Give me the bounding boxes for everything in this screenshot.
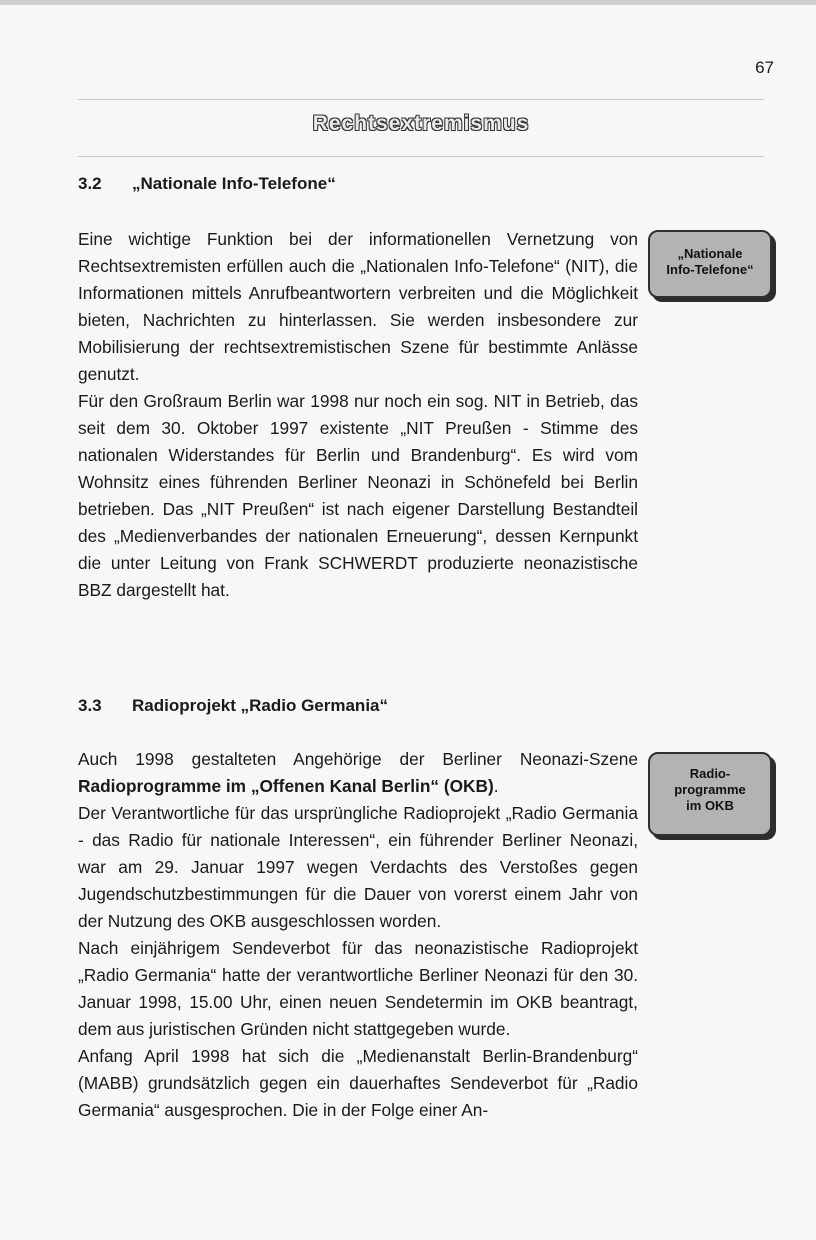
header-rule-top bbox=[78, 99, 764, 100]
paragraph: Der Verantwortliche für das ursprüngliche Radioprojekt „Radio Germania - das Radio für nationale Interessen“, ein führender Berliner Neonazi, war am 29. Januar 1997 wegen Verdachts des Verstoßes gegen Jugendschutzbestimmungen für die Dauer von vorerst einem Jahr von der Nutzung des OKB ausgeschlossen worden. bbox=[78, 803, 638, 931]
paragraph: Nach einjährigem Sendeverbot für das neonazistische Radioprojekt „Radio Germania“ hatte der verantwortliche Berliner Neonazi für den 30. Januar 1998, 15.00 Uhr, einen neuen Sendetermin im OKB beantragt, dem aus juristischen Gründen nicht stattgegeben wurde. bbox=[78, 938, 638, 1039]
section-title: Radioprojekt „Radio Germania“ bbox=[132, 696, 388, 715]
section-heading-3-3 bbox=[78, 696, 388, 716]
section-body-3-3 bbox=[78, 746, 638, 1124]
margin-note-text: Radio- programme im OKB bbox=[674, 766, 746, 813]
header-rule-bottom bbox=[78, 156, 764, 157]
section-heading-3-2 bbox=[78, 174, 336, 194]
margin-note-text: „Nationale Info-Telefone“ bbox=[666, 246, 754, 277]
paragraph-intro bbox=[78, 746, 638, 800]
intro-end: . bbox=[493, 776, 499, 796]
intro-bold-text: Radioprogramme im „Offenen Kanal Berlin“ (OKB) bbox=[78, 776, 494, 796]
intro-text: Auch 1998 gestalteten Angehörige der Berliner Neonazi-Szene bbox=[78, 749, 638, 769]
paragraph: Eine wichtige Funktion bei der informationellen Vernetzung von Rechtsextremisten erfüllen auch die „Nationalen Info-Telefone“ (NIT), die Informationen mittels Anrufbeantwortern verbreiten und die Möglichkeit bieten, Nachrichten zu hinterlassen. Sie werden insbesondere zur Mobilisierung der rechtsextremistischen Szene für bestimmte Anlässe genutzt. bbox=[78, 229, 638, 384]
scan-edge bbox=[0, 0, 816, 5]
paragraph: Anfang April 1998 hat sich die „Medienanstalt Berlin-Brandenburg“ (MABB) grundsätzlich gegen ein dauerhaftes Sendeverbot für „Radio Germania“ ausgesprochen. Die in der Folge einer An- bbox=[78, 1046, 638, 1120]
margin-note-info-telefone bbox=[648, 230, 772, 298]
running-header: Rechtsextremismus bbox=[312, 112, 530, 135]
section-title: „Nationale Info-Telefone“ bbox=[132, 174, 336, 193]
paragraph: Für den Großraum Berlin war 1998 nur noch ein sog. NIT in Betrieb, das seit dem 30. Oktober 1997 existente „NIT Preußen - Stimme des nationalen Widerstandes für Berlin und Brandenburg“. Es wird vom Wohnsitz eines führenden Berliner Neonazi in Schönefeld bei Berlin betrieben. Das „NIT Preußen“ ist nach eigener Darstellung Bestandteil des „Medienverbandes der nationalen Erneuerung“, dessen Kernpunkt die unter Leitung von Frank SCHWERDT produzierte neonazistische BBZ dargestellt hat. bbox=[78, 391, 638, 600]
page-number: 67 bbox=[755, 58, 774, 77]
section-number: 3.3 bbox=[78, 696, 102, 715]
margin-note-radioprogramme bbox=[648, 752, 772, 836]
section-number: 3.2 bbox=[78, 174, 102, 193]
section-body-3-2 bbox=[78, 226, 638, 604]
